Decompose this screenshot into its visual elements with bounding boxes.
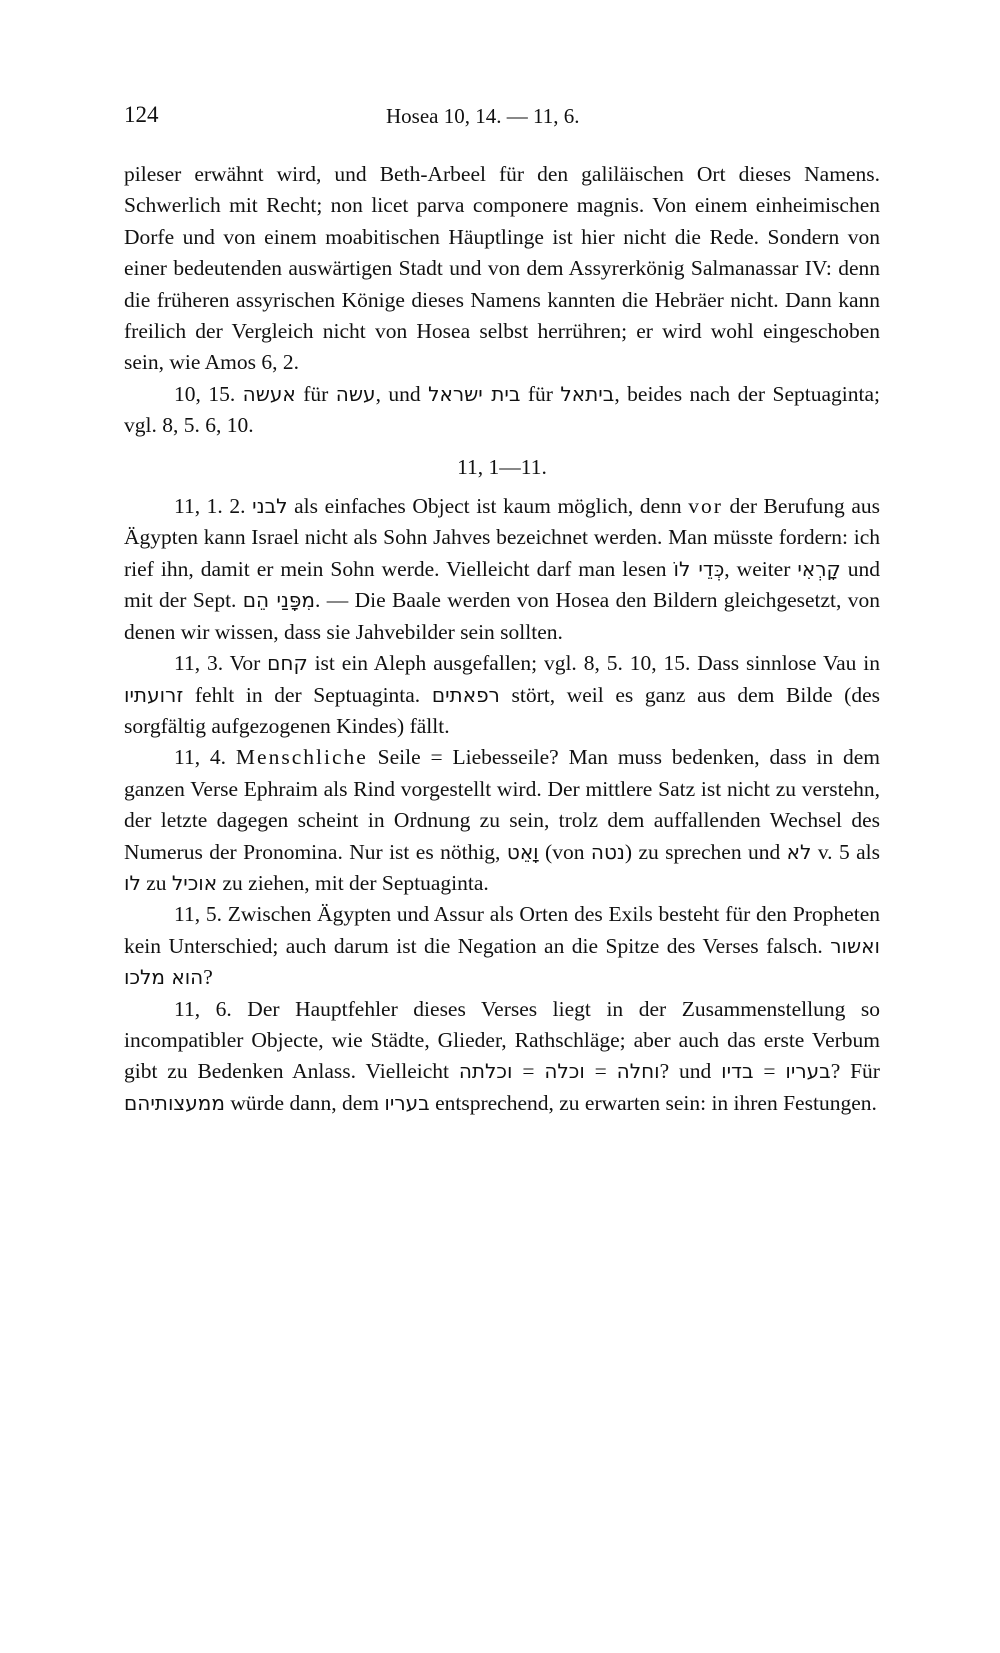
hebrew-word: בדיו: [721, 1059, 754, 1084]
text-segment: zu ziehen, mit der Septuaginta.: [217, 870, 489, 895]
page-number: 124: [124, 102, 159, 127]
section-heading: 11, 1—11.: [457, 454, 547, 479]
text-segment: der Berufung aus Ägypten kann Israel nicht als Sohn Jahves bezeichnet werden. Man müsste fordern: ich rief ihn, damit er mein Sohn werde. Vielleicht darf man lesen: [124, 494, 881, 581]
hebrew-word: וכלתה: [458, 1059, 513, 1084]
spaced-text: vor: [688, 494, 723, 519]
text-segment: 11, 1. 2.: [174, 494, 253, 519]
hebrew-word: אוכיל: [171, 870, 218, 895]
text-segment: ? und: [659, 1059, 722, 1084]
text-segment: , weiter: [724, 556, 798, 581]
text-segment: für: [295, 381, 336, 406]
text-segment: ?: [203, 965, 213, 990]
hebrew-word: ביתאל: [560, 381, 615, 406]
text-segment: zu: [140, 870, 172, 895]
hebrew-word: קָרְאִי: [797, 556, 841, 581]
hebrew-word: לו: [124, 870, 141, 895]
text-segment: ) zu sprechen und: [624, 839, 787, 864]
text-block: [124, 159, 880, 1119]
hebrew-word: ממעצותיהם: [124, 1090, 225, 1115]
hebrew-word: מִפָּנַי הֵם: [242, 588, 316, 613]
hebrew-word: כְּדֵי לוֹ: [673, 556, 725, 581]
text-segment: =: [753, 1059, 786, 1084]
text-segment: als einfaches Object ist kaum möglich, denn: [287, 494, 689, 519]
text-segment: =: [512, 1059, 545, 1084]
paragraph-11-4: [124, 742, 880, 899]
hebrew-word: עשה: [335, 381, 376, 406]
text-segment: stört, weil es ganz aus dem Bilde (des sorgfältig aufgezogenen Kindes) fällt.: [124, 682, 880, 738]
text-segment: für: [520, 381, 561, 406]
text-segment: Seile = Liebesseile? Man muss bedenken, dass in dem ganzen Verse Ephraim als Rind vorgestellt wird. Der mittlere Satz ist nicht zu verstehn, der letzte dagegen scheint in Ordnung zu sein, trolz dem auffallenden Wechsel des Numerus der Pronomina. Nur ist es nöthig,: [124, 745, 880, 864]
text-segment: 11, 5. Zwischen Ägypten und Assur als Orten des Exils besteht für den Propheten kein Unterschied; auch darum ist die Negation an die Spitze des Verses falsch.: [124, 902, 880, 958]
text-segment: , beides nach der Septuaginta; vgl. 8, 5. 6, 10.: [124, 381, 880, 438]
hebrew-word: וכלה: [544, 1059, 585, 1084]
running-title: Hosea 10, 14. — 11, 6.: [386, 104, 580, 128]
text-segment: entsprechend, zu erwarten sein: in ihren Festungen.: [429, 1090, 877, 1115]
hebrew-word: לבני: [252, 494, 288, 519]
text-segment: v. 5 als: [811, 839, 880, 864]
hebrew-word: אעשה: [242, 381, 296, 406]
text-segment: . — Die Baale werden von Hosea den Bildern gleichgesetzt, von denen wir wissen, dass sie Jahvebilder sein sollten.: [124, 588, 881, 644]
hebrew-word: רפאתים: [431, 682, 500, 707]
paragraph-10-15: [124, 379, 880, 442]
spaced-text: Menschliche: [235, 745, 368, 770]
text-segment: 11, 3. Vor: [174, 651, 268, 676]
text-segment: ist ein Aleph ausgefallen; vgl. 8, 5. 10, 15. Dass sinnlose Vau in: [307, 651, 880, 676]
paragraph-11-1-2: [124, 491, 880, 648]
hebrew-word: בעריו: [785, 1059, 831, 1084]
text-segment: (von: [538, 839, 591, 864]
paragraph-continuation: [124, 159, 880, 379]
text-segment: und mit der Sept.: [124, 556, 880, 613]
hebrew-word: ואשור הוא מלכו: [124, 933, 880, 990]
page-header: [124, 102, 880, 138]
text-segment: =: [584, 1059, 617, 1084]
text-segment: ? Für: [830, 1059, 880, 1084]
hebrew-word: בית ישראל: [428, 381, 521, 406]
paragraph-11-6: [124, 994, 880, 1120]
paragraph-11-5: [124, 899, 880, 993]
text-segment: 11, 6. Der Hauptfehler dieses Verses liegt in der Zusammenstellung so incompatibler Objecte, wie Städte, Glieder, Rathschläge; aber auch das erste Verbum gibt zu Bedenken Anlass. Vielleicht: [124, 996, 880, 1084]
text-segment: würde dann, dem: [224, 1090, 385, 1115]
hebrew-word: זרועתיו: [124, 682, 184, 707]
hebrew-word: נטה: [590, 839, 625, 864]
paragraph-11-3: [124, 648, 880, 742]
hebrew-word: קחם: [267, 651, 308, 676]
hebrew-word: וחלה: [616, 1059, 660, 1084]
text-segment: fehlt in der Septuaginta.: [183, 682, 432, 707]
text-segment: 10, 15.: [174, 381, 243, 406]
hebrew-word: וָאֵט: [506, 839, 539, 864]
hebrew-word: בעריו: [384, 1090, 430, 1115]
paragraph-text: pileser erwähnt wird, und Beth-Arbeel für den galiläischen Ort dieses Namens. Schwerlich mit Recht; non licet parva componere magnis. Von einem einheimischen Dorfe und von einem moabitischen Häuptlinge ist hier nicht die Rede. Sondern von einer bedeutenden auswärtigen Stadt und von dem Assyrerkönig Salmanassar IV: denn die früheren assyrischen Könige dieses Namens kannten die Hebräer nicht. Dann kann freilich der Vergleich nicht von Hosea selbst herrühren; er wird wohl eingeschoben sein, wie Amos 6, 2.: [124, 162, 880, 375]
hebrew-word: לא: [786, 839, 812, 864]
text-segment: , und: [375, 381, 429, 406]
text-segment: 11, 4.: [174, 745, 236, 770]
